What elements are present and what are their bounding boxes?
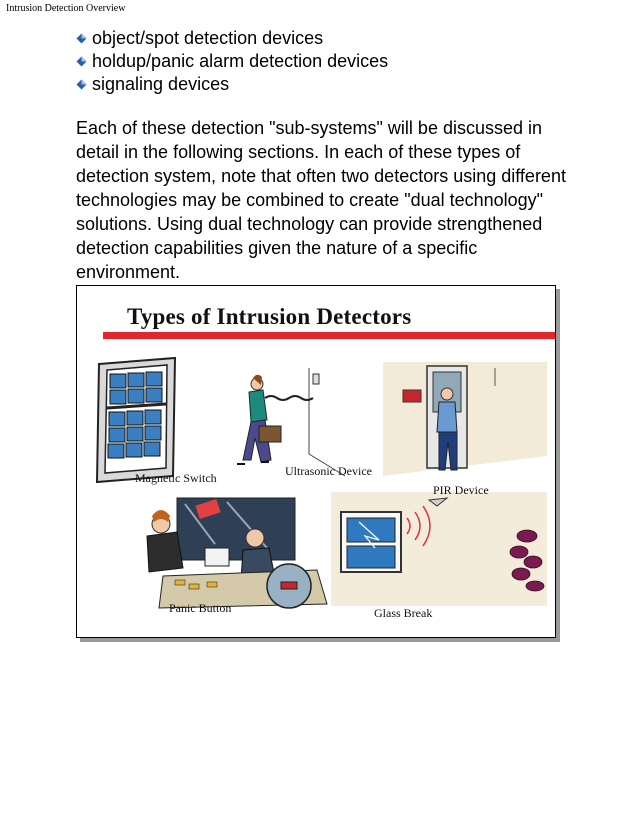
- caption-magnetic-switch: Magnetic Switch: [135, 471, 217, 485]
- sash-window-illustration: [97, 358, 175, 482]
- diamond-bullet-icon: [76, 33, 87, 44]
- bullet-item: [76, 50, 388, 73]
- caption-ultrasonic-device: Ultrasonic Device: [285, 464, 372, 478]
- diamond-bullet-icon: [76, 79, 87, 90]
- bullet-text: object/spot detection devices: [92, 28, 324, 48]
- caption-glass-break: Glass Break: [374, 606, 433, 620]
- caption-pir-device: PIR Device: [433, 483, 489, 497]
- detector-illustrations: [77, 286, 555, 637]
- glass-break-illustration: [331, 492, 547, 606]
- bullet-item: [76, 73, 388, 96]
- running-header: Intrusion Detection Overview: [6, 3, 126, 14]
- caption-panic-button: Panic Button: [169, 601, 232, 615]
- panic-button-illustration: [147, 498, 327, 608]
- bullet-list: [76, 27, 388, 96]
- intrusion-detectors-figure: [76, 285, 556, 638]
- figure-title: Types of Intrusion Detectors: [127, 304, 412, 329]
- bullet-text: signaling devices: [92, 74, 230, 94]
- bullet-text: holdup/panic alarm detection devices: [92, 51, 389, 71]
- ultrasonic-illustration: [237, 368, 345, 476]
- body-paragraph: Each of these detection "sub-systems" will be discussed in detail in the following sections. In each of these types of detection system, note that often two detectors using different technologies may be combined to create "dual technology" solutions. Using dual technology can provide strengthened detection capabilities given the nature of a specific environment.: [76, 118, 566, 282]
- bullet-item: [76, 27, 388, 50]
- pir-illustration: [383, 362, 547, 476]
- diamond-bullet-icon: [76, 56, 87, 67]
